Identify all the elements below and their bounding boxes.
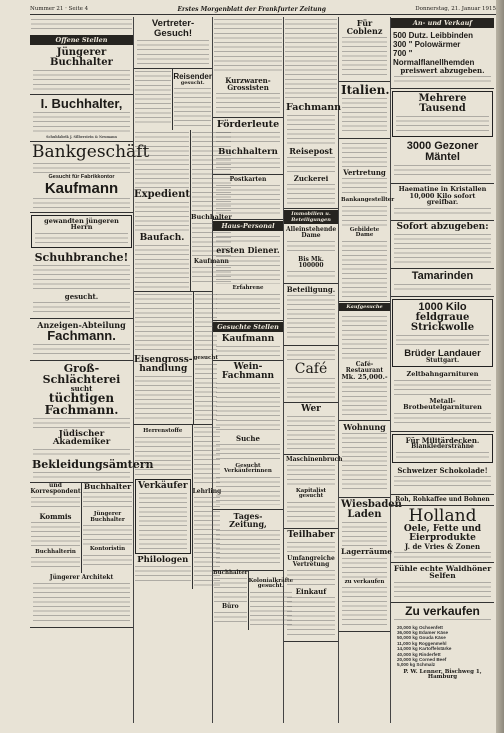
ad-rohkaffee	[391, 495, 494, 506]
ad-title: Wein-Fachmann	[221, 361, 275, 381]
ad-left	[134, 292, 194, 424]
ad-haematine	[391, 184, 494, 221]
ad-text	[394, 476, 491, 490]
ad-text	[342, 558, 387, 578]
ad-gross-schlaechterei	[30, 361, 154, 483]
ad-text	[83, 555, 132, 569]
ad-text	[342, 206, 387, 226]
ad-text	[287, 271, 335, 279]
ad-title: Bankgeschäft	[32, 142, 150, 163]
ad-right	[82, 483, 133, 574]
ad-text	[83, 492, 132, 510]
ad-text	[135, 132, 189, 188]
ad-row	[134, 69, 212, 130]
column-5	[339, 17, 402, 723]
section-heading-haus-personal: Haus-Personal	[213, 221, 283, 231]
ad-text	[285, 19, 337, 99]
ad-cafe	[284, 346, 338, 403]
ad-text	[216, 185, 280, 215]
ad-title: Postkarten	[229, 176, 267, 183]
ad-text	[287, 502, 335, 524]
ad-text	[216, 346, 280, 356]
ad-text	[214, 19, 282, 73]
ad-feldgrau: feldgraue Strickwolle	[410, 311, 475, 333]
ad-text	[396, 452, 489, 458]
column-6	[391, 17, 494, 723]
ad-title: Wer	[301, 403, 321, 414]
ad-zeltbahn	[391, 369, 494, 432]
ad-buchhalter2: Buchhalter	[83, 481, 132, 491]
ad-text	[394, 76, 491, 84]
ad-text	[214, 578, 247, 602]
ad-text	[394, 413, 491, 427]
ad-title: Maschinenbruch	[286, 455, 343, 463]
ad-tuechtigen: tüchtigen Fachmann.	[44, 390, 119, 417]
ad-fachmann: Fachmann.	[47, 327, 116, 343]
ad-bankangestellter: Bankangestellter	[341, 197, 395, 203]
ad-leibbinden	[391, 29, 494, 89]
ad-text	[287, 570, 335, 586]
ad-title: Roh, Rohkaffee und Bohnen	[395, 495, 490, 503]
ad-text	[33, 472, 130, 478]
ad-title: gewandten jüngeren Herrn	[44, 216, 119, 232]
ad-text	[216, 294, 280, 316]
ad-vries: J. de Vries & Zonen	[404, 541, 481, 551]
ad-title: Mehrere Tausend	[418, 93, 467, 114]
ad-buchhalter: Buchhalter	[213, 569, 248, 576]
ad-lagerraeume: Lagerräume	[341, 547, 393, 556]
ad-korrespondent: und Korrespondent	[30, 481, 81, 495]
ad-text	[287, 597, 335, 637]
ad-maschinenbruch	[284, 455, 343, 529]
ad-left	[134, 130, 191, 291]
ad-text	[216, 256, 280, 284]
ad-text	[342, 522, 387, 546]
ad-title: Anzeigen-Abteilung	[37, 319, 126, 330]
ad-text	[135, 376, 192, 422]
ad-text	[33, 198, 130, 208]
ad-gebildete: Gebildete Dame	[349, 226, 380, 238]
text-block	[31, 19, 132, 33]
section-heading-kaufgesuche: Kaufgesuche	[339, 303, 390, 311]
ad-gesucht2: gesucht	[193, 355, 218, 361]
ad-vertretung	[339, 139, 395, 302]
ad-sofort-abzugeben	[391, 221, 494, 269]
ad-text	[31, 557, 80, 571]
ad-foerderleute	[213, 118, 283, 175]
ad-text	[287, 295, 335, 341]
ad-tages-zeitung	[213, 510, 283, 571]
ad-text	[33, 344, 130, 356]
ad-alleinstehende-dame	[284, 225, 338, 284]
column-1	[30, 17, 154, 723]
ad-title: Tamarinden	[411, 269, 474, 282]
ad-title: Teilhaber	[287, 529, 335, 540]
ad-title: Wohnung	[343, 422, 386, 432]
ad-text	[287, 378, 335, 398]
ad-text	[216, 383, 280, 433]
ad-title: Schweizer Schokolade!	[397, 465, 488, 475]
ad-left	[134, 69, 173, 130]
ad-koblenz	[339, 17, 390, 82]
ad-teilhaber	[284, 529, 338, 642]
ad-title: Fühle echte Waldhöner Selfen	[393, 563, 492, 580]
ad-left	[134, 425, 193, 589]
ad-buchhalterin: Buchhalterin	[35, 548, 76, 555]
ad-zu-verkaufen	[391, 603, 494, 683]
masthead: Erstes Morgenblatt der Frankfurter Zeitung	[177, 5, 326, 13]
ad-text	[287, 542, 335, 554]
ad-title: Wiesbaden Laden	[341, 499, 402, 520]
ad-beteiligung	[284, 284, 338, 346]
ad-kommis: Kommis	[39, 511, 72, 521]
ad-title: Verkäufer	[138, 480, 188, 491]
ad-tamarinden	[391, 269, 494, 297]
ad-gewandter-herr	[31, 215, 132, 248]
ad-text	[342, 178, 387, 196]
ad-text	[216, 158, 280, 170]
ad-text	[216, 236, 280, 244]
ad-zu-verk: zu verkaufen	[344, 578, 385, 585]
ad-text	[33, 163, 130, 173]
ad-schuhbranche	[30, 250, 133, 319]
ad-kontoristin: Kontoristin	[89, 546, 126, 553]
ad-wein-fachmann	[213, 361, 283, 510]
ad-title: Für Coblenz	[346, 18, 383, 36]
ad-item-list	[393, 625, 492, 668]
page-number: Nummer 21 · Seite 4	[30, 6, 89, 12]
ad-item: 5,000 kg Schmalz	[397, 662, 436, 668]
ad-fachmann	[284, 101, 342, 209]
ad-text	[394, 552, 491, 558]
ad-text	[342, 382, 387, 416]
ad-left	[30, 483, 82, 574]
ad-title: Für Militärdecken.	[405, 435, 480, 445]
ad-text	[287, 241, 335, 255]
ad-title: Kurzwaren-Grossisten	[225, 76, 271, 92]
ad-philologen: Philologen	[137, 554, 189, 565]
ad-text	[135, 566, 191, 582]
ad-militaerdecken	[392, 434, 493, 463]
ad-title: Zu verkaufen	[405, 603, 480, 618]
ad-title: Zeltbahngarnituren	[406, 370, 479, 378]
ad-text	[33, 70, 130, 90]
ad-title: Italien.	[341, 83, 390, 97]
ad-text	[287, 416, 335, 450]
ad-text	[174, 88, 211, 128]
ad-title: Alleinstehende Dame	[286, 225, 337, 239]
ad-metall: Metall-Brotbeutelgarnituren	[403, 396, 482, 411]
ad-buchhalter	[30, 95, 133, 142]
ad-kapitalist: Kapitalist gesucht	[295, 487, 327, 499]
ad-preiswert: preiswert abzugeben.	[400, 66, 485, 75]
ad-text	[135, 71, 171, 125]
ad-text	[287, 184, 335, 204]
ad-seifen	[391, 563, 494, 603]
ad-title: Schuhbranche!	[34, 250, 129, 264]
ad-bankgeschaeft	[30, 142, 150, 213]
ad-bekleidung: Bekleidungsämtern	[32, 457, 154, 471]
ad-kolonial: Kolonialkräfte gesucht.	[248, 577, 294, 589]
ad-title: Groß-Schlächterei	[42, 361, 121, 386]
ad-text	[287, 350, 335, 360]
ad-title: Jüngerer Buchhalter	[50, 47, 113, 68]
ad-title: Café	[294, 360, 328, 377]
ad-text	[287, 465, 335, 487]
ad-kaufmann: Kaufmann	[44, 179, 119, 197]
ad-stuttgart: Stuttgart.	[425, 357, 460, 364]
ad-hotel	[339, 312, 390, 422]
ad-text	[342, 433, 387, 493]
ad-firm: Schuhfabrik J. Silberstein & Neumann	[46, 135, 117, 139]
ad-firma: P. W. Lenner, Bischweg 1, Hamburg	[403, 668, 482, 681]
ad-line-2: 300 " Polowärmer	[393, 40, 461, 49]
ad-ersten-diener	[213, 232, 283, 321]
ad-text	[35, 233, 128, 243]
ad-text	[216, 477, 280, 505]
page-header	[30, 4, 496, 15]
ad-text	[33, 265, 130, 291]
ad-text	[216, 530, 280, 566]
ad-brueder: Brüder Landauer	[404, 347, 481, 359]
ad-text	[139, 493, 187, 549]
ad-akademiker: Jüdischer Akademiker	[52, 428, 111, 448]
ad-text	[137, 40, 209, 64]
ad-text	[394, 234, 491, 264]
binding-edge	[496, 0, 504, 733]
ad-text	[33, 583, 130, 623]
ad-row	[134, 424, 222, 589]
ad-item: 36,000 kg Edamer Käse	[397, 629, 449, 635]
ad-text	[342, 587, 387, 627]
ad-title: Förderleute	[216, 119, 280, 130]
ad-text	[135, 245, 189, 289]
section-heading-offene-stellen: Offene Stellen	[30, 35, 133, 45]
ad-row	[30, 483, 133, 574]
ad-title: Fachmann	[286, 102, 342, 113]
ad-reisender: Reisender	[173, 72, 212, 81]
ad-text	[287, 115, 335, 145]
ad-title: Vertretung	[343, 168, 386, 177]
ad-oele: Oele, Fette und Eierprodukte	[403, 523, 482, 543]
ad-text	[216, 132, 280, 146]
ad-baufach: Baufach.	[139, 233, 185, 243]
ad-sucht: sucht	[70, 383, 93, 393]
ad-text	[342, 98, 387, 134]
ad-text	[216, 93, 280, 113]
ad-title: Tages-Zeitung,	[229, 510, 267, 529]
ad-postkarten	[213, 175, 283, 220]
ad-text	[342, 316, 387, 360]
ad-einkauf: Einkauf	[295, 586, 327, 596]
ad-line-1: 500 Dutz. Leibbinden	[393, 31, 474, 40]
ad-text	[394, 380, 491, 396]
ad-gesucht: gesucht.	[180, 80, 205, 86]
column-4	[284, 17, 343, 723]
ad-title: Café-Restaurant	[345, 360, 384, 374]
ad-expedient: Expedient	[134, 189, 190, 200]
ad-wer	[284, 403, 338, 455]
section-heading-an-und-verkauf: An- und Verkauf	[391, 18, 494, 28]
ad-item: 11,000 kg Roggenmehl	[397, 640, 447, 646]
ad-holland	[391, 506, 494, 563]
ad-row	[134, 291, 218, 424]
ad-text	[394, 582, 491, 598]
page-date: Donnerstag, 21. Januar 1915	[415, 6, 496, 12]
ad-item: 20,000 kg Corned Beef	[397, 656, 447, 662]
ad-item: 40,000 kg Rinderfett	[397, 651, 441, 657]
ad-wohnung	[339, 421, 390, 498]
ad-eisengross: Eisengross-handlung	[134, 355, 193, 374]
ad-gezaeune	[391, 139, 494, 184]
ad-juengerer-buchh: Jüngerer Buchhalter	[90, 511, 125, 523]
ad-text	[396, 116, 489, 132]
ad-buero: Büro	[221, 603, 239, 610]
ad-text	[135, 294, 192, 354]
ad-verkaeufer	[135, 479, 191, 554]
ad-text	[394, 284, 491, 292]
ad-italien	[339, 82, 390, 139]
ad-erfahrene: Erfahrene	[232, 285, 264, 291]
ad-herrenstoffe: Herrenstoffe	[143, 428, 183, 434]
ad-text	[135, 437, 191, 477]
ad-anzeigen-abteilung	[30, 319, 133, 361]
ad-betrag: Bis Mk. 100000	[298, 255, 324, 269]
ad-kaufmann	[213, 333, 283, 361]
ad-title: Holland	[408, 505, 477, 526]
section-heading-gesuchte-stellen: Gesuchte Stellen	[213, 322, 283, 332]
ad-row	[134, 130, 232, 291]
ad-text	[394, 619, 491, 623]
ad-gesucht-verk: Gesucht Verkäuferinnen	[224, 462, 272, 474]
ad-kaufmann: Kaufmann	[193, 257, 229, 265]
ad-title: Sofort abzugeben:	[396, 221, 489, 232]
ad-text	[342, 143, 387, 167]
ad-title: Haematine in Kristallen	[398, 185, 487, 193]
ad-strickwolle	[392, 299, 493, 368]
ad-title: Vertreter-Gesuch!	[151, 18, 195, 39]
ad-blanker: Blankledersträhne	[411, 442, 474, 450]
ad-text	[394, 165, 491, 179]
ad-text	[33, 449, 130, 457]
ad-mk: Mk. 25,000.-	[341, 372, 388, 381]
ad-text	[396, 335, 489, 347]
ad-umfangreich: Umfangreiche Vertretung	[287, 554, 335, 568]
ad-juengerer-architekt	[30, 573, 133, 628]
ad-juengerer-buchhalter	[30, 46, 133, 95]
ad-schokolade	[391, 465, 494, 495]
ad-text	[33, 418, 130, 428]
ad-lehrling: Lehrling	[192, 488, 222, 495]
ad-title: ersten Diener.	[216, 245, 280, 255]
ad-text	[342, 37, 387, 77]
ad-text	[394, 208, 491, 216]
ad-text	[135, 202, 189, 232]
ad-text	[214, 612, 247, 626]
ad-vertreter-gesuch	[134, 17, 212, 69]
ad-item: 50,000 kg Gouda Käse	[397, 635, 446, 641]
ad-row	[213, 569, 294, 630]
ad-mehrere-tausend	[392, 91, 493, 137]
ad-title: Jüngerer Architekt	[49, 574, 114, 582]
ad-subtitle: Gesucht für Fabrikkontor	[48, 174, 115, 181]
ad-left	[213, 571, 249, 630]
ad-title: 3000 Gezoner Mäntel	[406, 140, 479, 163]
ad-text	[33, 302, 130, 314]
ad-text	[287, 157, 335, 173]
ad-item: 14,000 kg Kartoffelstärke	[397, 646, 452, 652]
ad-wiesbaden	[339, 498, 402, 632]
ad-text	[31, 522, 80, 548]
ad-title: 1000 Kilo	[418, 300, 467, 313]
section-heading-immobilien: Immobilien u. Beteiligungen	[284, 210, 338, 224]
column-3	[213, 17, 294, 723]
ad-line-3: 700 " Normalflanellhemden	[393, 49, 475, 67]
ad-right	[173, 69, 212, 130]
ad-suche: Suche	[236, 433, 260, 443]
ad-kurzwaren	[213, 75, 283, 118]
ad-kilo: 10,000 Kilo sofort greifbar.	[409, 191, 476, 206]
ad-title: Beteiligung.	[286, 284, 336, 294]
ad-buchhalter: Buchhalter	[190, 213, 232, 221]
ad-buchhaltern: Buchhaltern	[218, 146, 278, 157]
ad-zuckerei: Zuckerei	[293, 173, 329, 183]
ad-title: I. Buchhalter,	[40, 96, 123, 111]
ad-reisepost: Reisepost	[289, 145, 333, 156]
ad-text	[342, 241, 387, 297]
ad-text	[83, 525, 132, 545]
ad-title: Kaufmann	[221, 333, 275, 344]
ad-item: 20,000 kg Ochsenfett	[397, 624, 443, 630]
ad-text	[31, 497, 80, 511]
ad-text	[216, 444, 280, 462]
ad-text	[33, 112, 130, 134]
ad-gesucht: gesucht.	[64, 291, 99, 301]
